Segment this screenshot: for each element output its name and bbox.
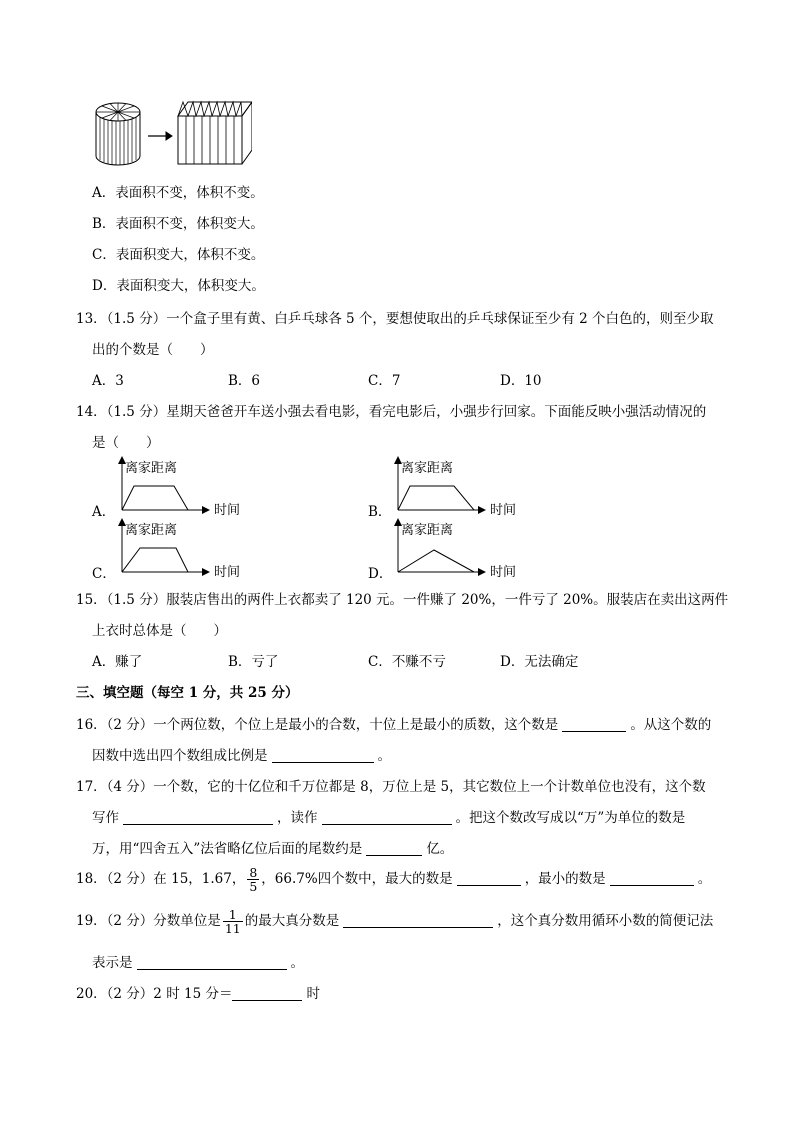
q15-option-c[interactable]: C．不赚不亏 bbox=[368, 654, 446, 670]
q17-text-e: 万，用“四舍五入”法省略亿位后面的尾数约是 bbox=[92, 841, 363, 857]
y-axis-label: 离家距离 bbox=[125, 523, 178, 538]
cylinder-to-cuboid-figure bbox=[92, 98, 252, 170]
answer-blank[interactable] bbox=[610, 871, 694, 886]
q16-text-b: 。从这个数的 bbox=[630, 717, 712, 733]
fraction-8-5 bbox=[247, 866, 259, 893]
option-text: 表面积变大，体积变大。 bbox=[116, 278, 265, 294]
q14-stem-line2: 是（ ） bbox=[92, 435, 160, 451]
q14-option-a-letter[interactable]: A． bbox=[92, 504, 116, 520]
x-axis-label: 时间 bbox=[214, 503, 241, 518]
answer-blank[interactable] bbox=[137, 955, 287, 970]
fraction-1-11 bbox=[223, 908, 243, 935]
q14-graph-a[interactable] bbox=[112, 456, 252, 522]
q19-text-c: ，这个真分数用循环小数的简便记法 bbox=[497, 913, 714, 929]
answer-blank[interactable] bbox=[562, 717, 626, 732]
q14-option-d-letter[interactable]: D． bbox=[368, 566, 393, 582]
q20-text-b: 时 bbox=[306, 986, 320, 1002]
x-axis-label: 时间 bbox=[490, 503, 517, 518]
q17-text-d: 。把这个数改写成以“万”为单位的数是 bbox=[455, 810, 686, 826]
q14-graph-b[interactable] bbox=[388, 456, 528, 522]
cuboid-shape bbox=[178, 102, 252, 164]
q15-stem-line1: 15．（1.5 分）服装店售出的两件上衣都卖了 120 元。一件赚了 20%，一件亏了 20%。服装店在卖出这两件 bbox=[76, 592, 729, 608]
q20-line bbox=[76, 985, 320, 1003]
q17-line3 bbox=[92, 840, 453, 858]
option-letter: D． bbox=[92, 278, 117, 294]
q19-text-d: 表示是 bbox=[92, 955, 133, 971]
q20-text-a: 20．（2 分）2 时 15 分＝ bbox=[76, 986, 233, 1002]
q18-text-c: ，最小的数是 bbox=[524, 871, 606, 887]
q14-graph-d[interactable] bbox=[388, 518, 528, 584]
answer-blank[interactable] bbox=[123, 810, 273, 825]
x-axis-label: 时间 bbox=[490, 565, 517, 580]
arrow-right-icon bbox=[148, 132, 172, 140]
y-axis-label: 离家距离 bbox=[125, 461, 178, 476]
q19-text-a: 19．（2 分）分数单位是 bbox=[76, 913, 221, 929]
q13-option-c[interactable]: C．7 bbox=[368, 373, 401, 389]
q18-text-b: ，66.7%四个数中，最大的数是 bbox=[261, 871, 453, 887]
q13-stem-line2: 出的个数是（ ） bbox=[92, 342, 214, 358]
q14-option-b-letter[interactable]: B． bbox=[368, 504, 392, 520]
q12-option-a[interactable] bbox=[92, 184, 264, 202]
q14-option-c-letter[interactable]: C． bbox=[92, 566, 116, 582]
q14-graph-c[interactable] bbox=[112, 518, 252, 584]
answer-blank[interactable] bbox=[272, 748, 374, 763]
q17-text-b: 写作 bbox=[92, 810, 119, 826]
x-axis-label: 时间 bbox=[214, 565, 241, 580]
q16-text-c: 因数中选出四个数组成比例是 bbox=[92, 748, 268, 764]
option-text: 表面积不变，体积变大。 bbox=[115, 216, 264, 232]
answer-blank[interactable] bbox=[366, 841, 422, 856]
q18-text-a: 18．（2 分）在 15，1.67， bbox=[76, 871, 246, 887]
answer-blank[interactable] bbox=[457, 871, 521, 886]
cylinder-shape bbox=[96, 103, 140, 165]
q15-option-b[interactable]: B．亏了 bbox=[228, 654, 279, 670]
q17-text-f: 亿。 bbox=[426, 841, 454, 857]
q18-text-d: 。 bbox=[697, 871, 712, 887]
q19-text-e: 。 bbox=[290, 955, 304, 971]
fraction-numerator: 8 bbox=[249, 865, 258, 880]
y-axis-label: 离家距离 bbox=[401, 523, 454, 538]
q13-option-d[interactable]: D．10 bbox=[500, 373, 542, 389]
q15-option-a[interactable]: A．赚了 bbox=[92, 654, 143, 670]
q12-option-b[interactable] bbox=[92, 215, 264, 233]
q12-option-d[interactable] bbox=[92, 277, 265, 295]
answer-blank[interactable] bbox=[232, 986, 302, 1001]
answer-blank[interactable] bbox=[322, 810, 452, 825]
q17-text-c: ，读作 bbox=[277, 810, 318, 826]
q13-stem-line1: 13．（1.5 分）一个盒子里有黄、白乒乓球各 5 个，要想使取出的乒乓球保证至少有 2 个白色的，则至少取 bbox=[76, 311, 714, 327]
q17-line2 bbox=[92, 809, 685, 827]
q16-text-d: 。 bbox=[377, 748, 391, 764]
section-heading: 三、填空题（每空 1 分，共 25 分） bbox=[76, 685, 299, 701]
q13-option-b[interactable]: B．6 bbox=[228, 373, 261, 389]
q19-line1 bbox=[76, 908, 713, 935]
option-letter: A． bbox=[92, 185, 116, 201]
option-letter: B． bbox=[92, 216, 116, 232]
q17-line1: 17．（4 分）一个数，它的十亿位和千万位都是 8，万位上是 5，其它数位上一个计数单位也没有，这个数 bbox=[76, 779, 706, 795]
q12-option-c[interactable] bbox=[92, 246, 264, 264]
fraction-denominator: 11 bbox=[224, 921, 241, 936]
q14-stem-line1: 14．（1.5 分）星期天爸爸开车送小强去看电影，看完电影后，小强步行回家。下面能反映小强活动情况的 bbox=[76, 404, 707, 420]
y-axis-label: 离家距离 bbox=[401, 461, 454, 476]
option-letter: C． bbox=[92, 247, 116, 263]
option-text: 表面积变大，体积不变。 bbox=[115, 247, 265, 263]
q18-line bbox=[76, 866, 711, 893]
q19-text-b: 的最大真分数是 bbox=[244, 913, 340, 929]
fraction-numerator: 1 bbox=[223, 908, 243, 922]
option-text: 表面积不变，体积不变。 bbox=[115, 185, 264, 201]
q16-text-a: 16．（2 分）一个两位数，个位上是最小的合数，十位上是最小的质数，这个数是 bbox=[76, 717, 559, 733]
q16-line2 bbox=[92, 747, 391, 765]
q15-option-d[interactable]: D．无法确定 bbox=[500, 654, 579, 670]
q19-line2 bbox=[92, 954, 304, 972]
q13-option-a[interactable]: A．3 bbox=[92, 373, 124, 389]
q16-line1 bbox=[76, 716, 711, 734]
answer-blank[interactable] bbox=[343, 913, 493, 928]
q15-stem-line2: 上衣时总体是（ ） bbox=[92, 623, 227, 639]
fraction-denominator: 5 bbox=[249, 879, 258, 894]
